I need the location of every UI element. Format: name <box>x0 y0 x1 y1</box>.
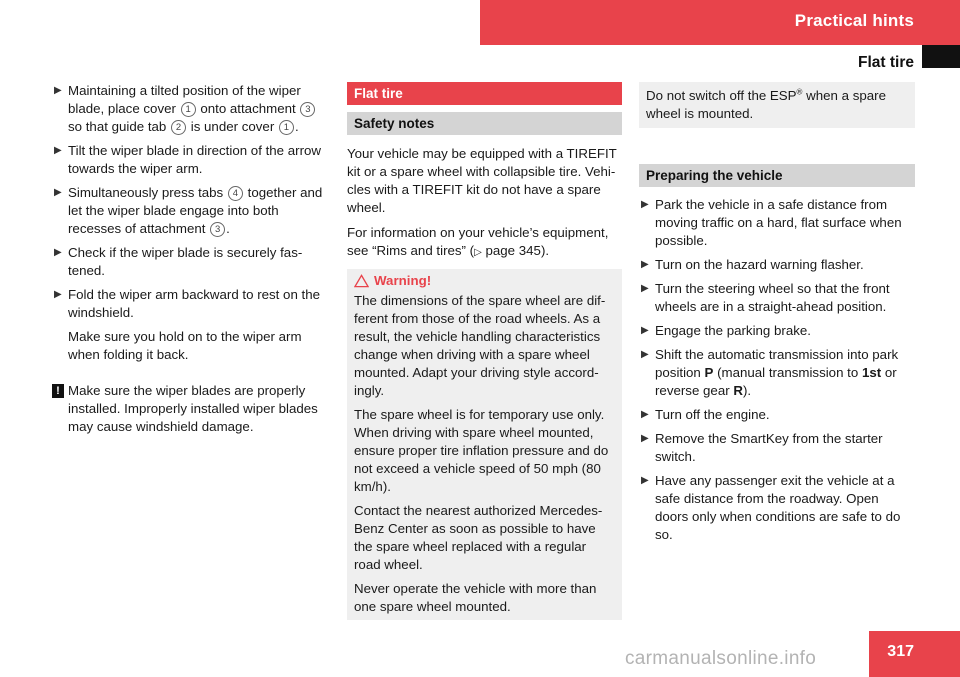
subsection-heading: Preparing the vehicle <box>639 164 915 187</box>
arrow-right-icon: ▶ <box>641 259 649 270</box>
arrow-right-icon: ▶ <box>54 145 62 156</box>
step-item <box>639 406 915 424</box>
step-item <box>639 196 915 250</box>
step-text: Park the vehicle in a safe distance from moving traffic on a hard, flat surface when possible. <box>655 197 902 248</box>
step-item <box>639 256 915 274</box>
step-note: Make sure you hold on to the wiper arm when folding it back. <box>68 329 302 362</box>
arrow-right-icon: ▶ <box>54 289 62 300</box>
arrow-right-icon: ▶ <box>641 283 649 294</box>
callout-number: 3 <box>300 102 315 117</box>
column-right <box>639 82 915 550</box>
step-item <box>639 280 915 316</box>
arrow-right-icon: ▶ <box>54 187 62 198</box>
step-text: Turn on the hazard warning flasher. <box>655 257 864 272</box>
step-item <box>639 472 915 544</box>
step-text: Check if the wiper blade is securely fas-tened. <box>68 245 303 278</box>
step-text: Simultaneously press tabs 4 together and let the wiper blade engage into both recesses of attachment 3 . <box>68 185 323 236</box>
step-text: Engage the parking brake. <box>655 323 811 338</box>
callout-number: 4 <box>228 186 243 201</box>
step-text: Maintaining a tilted position of the wiper blade, place cover 1 onto attachment 3 so that guide tab 2 is under cover 1 . <box>68 82 332 136</box>
step-item <box>639 430 915 466</box>
caution-note: ! Make sure the wiper blades are properly installed. Improperly installed wiper blades may cause windshield damage. <box>52 382 332 436</box>
step-item <box>52 244 332 280</box>
arrow-right-icon: ▶ <box>641 475 649 486</box>
warning-paragraph: Contact the nearest authorized Mercedes-Benz Center as soon as possible to have the spare wheel replaced with a regular road wheel. <box>354 503 603 572</box>
page-number-box <box>869 631 960 677</box>
step-text: Tilt the wiper blade in direction of the arrow towards the wiper arm. <box>68 143 322 176</box>
step-text: Turn off the engine. <box>655 407 770 422</box>
subsection-title: Flat tire <box>858 54 914 71</box>
step-text: Shift the automatic transmission into park position P (manual transmission to 1st or reverse gear R). <box>655 347 899 398</box>
arrow-right-icon: ▶ <box>641 433 649 444</box>
column-left <box>52 82 332 436</box>
exclamation-icon: ! <box>52 384 64 398</box>
step-text: Have any passenger exit the vehicle at a safe distance from the roadway. Open doors only when conditions are safe to do so. <box>655 473 901 542</box>
step-item <box>639 346 915 400</box>
page-ref-arrow-icon: ▷ <box>474 247 482 258</box>
arrow-right-icon: ▶ <box>54 85 62 96</box>
callout-number: 3 <box>210 222 225 237</box>
column-middle <box>347 82 622 620</box>
info-box: Do not switch off the ESP® when a spare wheel is mounted. <box>639 82 915 128</box>
arrow-right-icon: ▶ <box>641 409 649 420</box>
arrow-right-icon: ▶ <box>641 325 649 336</box>
step-item <box>52 82 332 136</box>
section-heading: Flat tire <box>347 82 622 105</box>
warning-triangle-icon <box>354 274 369 288</box>
body-paragraph: For information on your vehicle’s equipment, see “Rims and tires” (▷ page 345). <box>347 225 609 258</box>
arrow-right-icon: ▶ <box>54 247 62 258</box>
step-text: Turn the steering wheel so that the front wheels are in a straight-ahead position. <box>655 281 890 314</box>
step-item <box>52 184 332 238</box>
callout-number: 1 <box>181 102 196 117</box>
warning-box <box>347 269 622 620</box>
warning-paragraph: The spare wheel is for temporary use only. When driving with spare wheel mounted, ensure proper tire inflation pressure and do not exceed a vehicle speed of 50 mph (80 km/h). <box>354 407 609 494</box>
body-paragraph: Your vehicle may be equipped with a TIREFIT kit or a spare wheel with collapsible tire. Vehi-cles with a TIREFIT kit do not have a spare wheel. <box>347 146 617 215</box>
section-title: Practical hints <box>794 11 914 30</box>
callout-number: 2 <box>171 120 186 135</box>
step-item <box>52 286 332 364</box>
header-band <box>480 0 960 45</box>
step-text: Fold the wiper arm backward to rest on the windshield. <box>68 287 321 320</box>
step-text: Remove the SmartKey from the starter switch. <box>655 431 883 464</box>
step-item <box>639 322 915 340</box>
subsection-heading: Safety notes <box>347 112 622 135</box>
watermark: carmanualsonline.info <box>625 648 817 669</box>
page-number: 317 <box>887 643 914 660</box>
callout-number: 1 <box>279 120 294 135</box>
warning-title: Warning! <box>354 272 615 290</box>
corner-tab-marker <box>922 45 960 68</box>
warning-paragraph: Never operate the vehicle with more than one spare wheel mounted. <box>354 581 597 614</box>
step-item <box>52 142 332 178</box>
arrow-right-icon: ▶ <box>641 349 649 360</box>
arrow-right-icon: ▶ <box>641 199 649 210</box>
warning-paragraph: The dimensions of the spare wheel are dif-ferent from those of the road wheels. As a result, the vehicle handling characteristics change when driving with a spare wheel mounted. Adapt your driving style accord-ingly. <box>354 293 606 398</box>
